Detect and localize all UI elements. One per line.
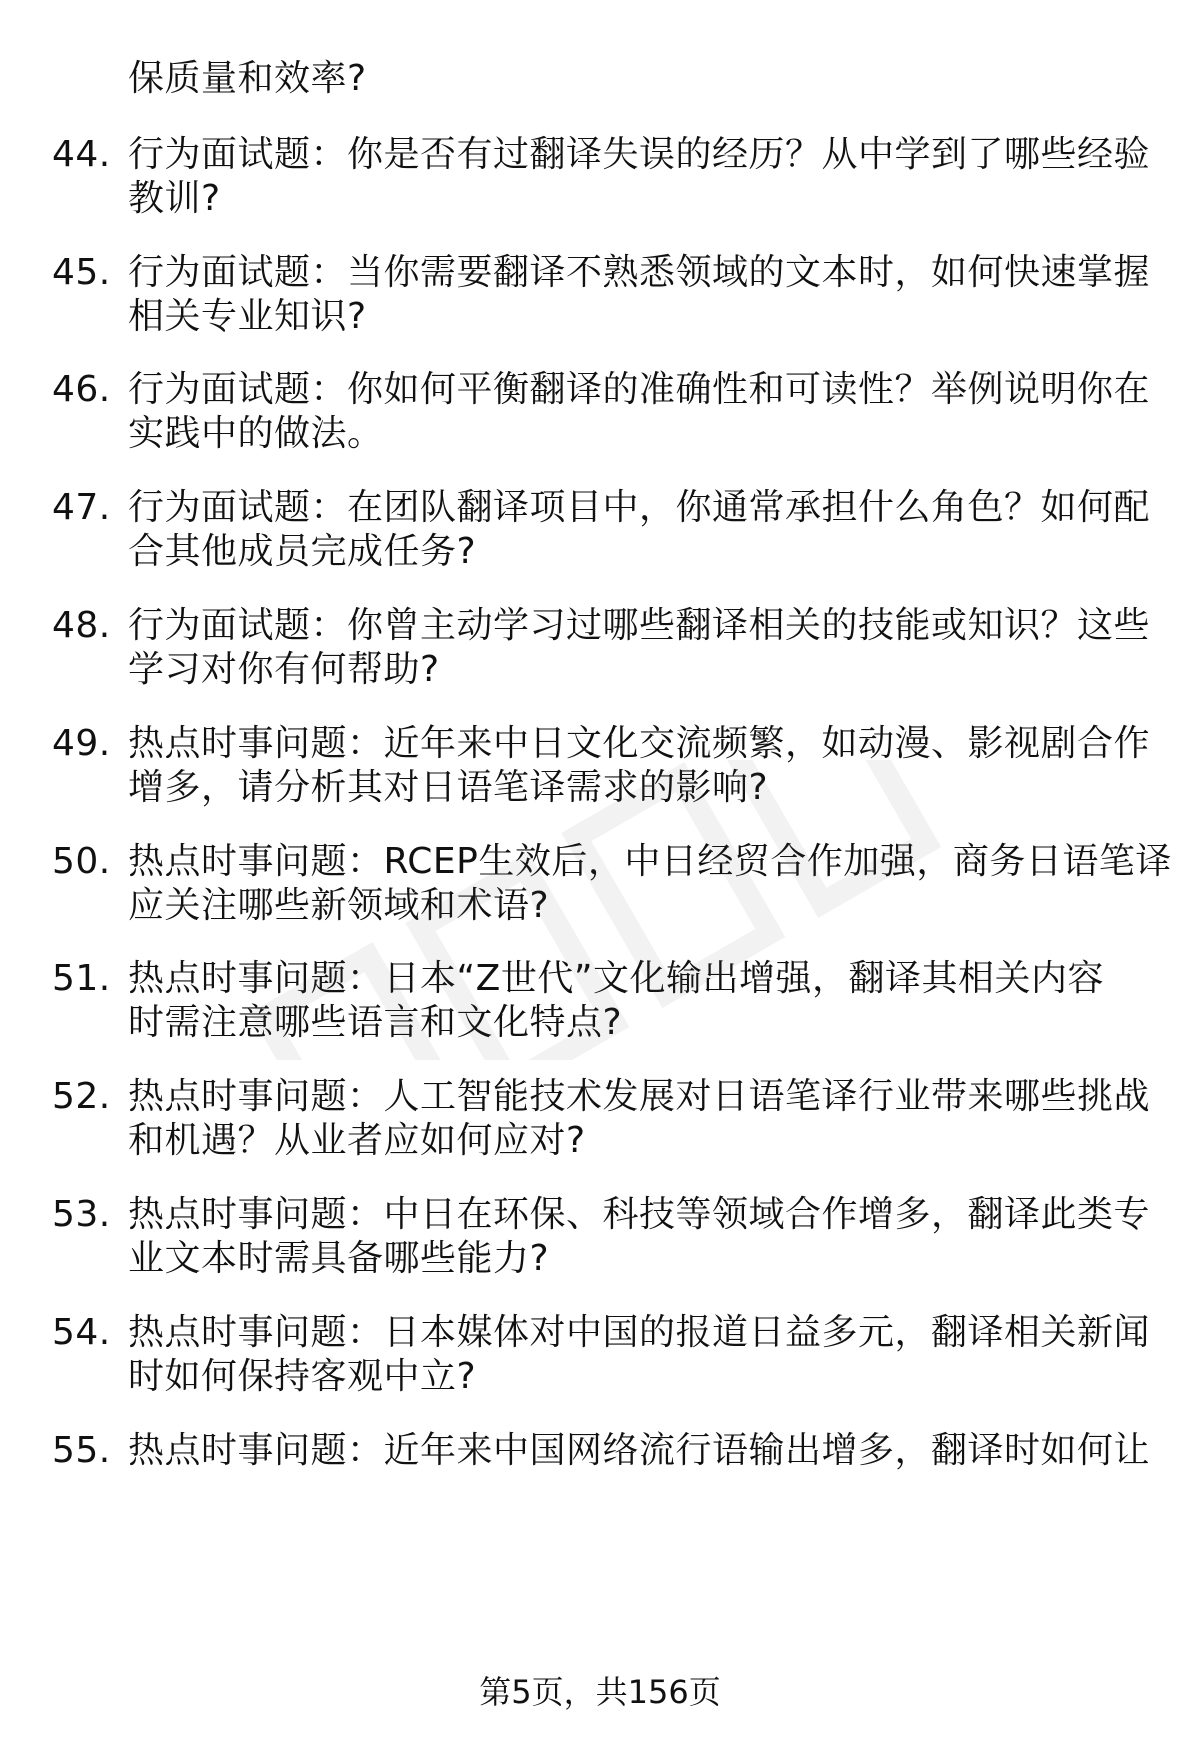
question-line-1: 热点时事问题：日本“Z世代”文化输出增强，翻译其相关内容	[128, 958, 1104, 999]
question-number: 52.	[52, 1076, 111, 1117]
question-line-2: 业文本时需具备哪些能力?	[128, 1238, 550, 1279]
question-line-2: 时需注意哪些语言和文化特点?	[128, 1002, 623, 1043]
question-line-1: 热点时事问题：近年来中日文化交流频繁，如动漫、影视剧合作	[128, 723, 1151, 764]
question-line-2: 时如何保持客观中立?	[128, 1356, 477, 1397]
question-line-1: 热点时事问题：人工智能技术发展对日语笔译行业带来哪些挑战	[128, 1076, 1151, 1117]
question-number: 50.	[52, 841, 111, 882]
question-line-2: 合其他成员完成任务?	[128, 531, 477, 572]
question-line-1: 行为面试题：你如何平衡翻译的准确性和可读性？举例说明你在	[128, 369, 1151, 410]
question-line-1: 行为面试题：在团队翻译项目中，你通常承担什么角色？如何配	[128, 487, 1151, 528]
question-line-2: 和机遇？从业者应如何应对?	[128, 1120, 586, 1161]
question-line-2: 增多，请分析其对日语笔译需求的影响?	[128, 767, 769, 808]
question-number: 55.	[52, 1430, 111, 1471]
question-number: 54.	[52, 1312, 111, 1353]
question-number: 53.	[52, 1194, 111, 1235]
question-number: 44.	[52, 134, 111, 175]
question-line-2: 学习对你有何帮助?	[128, 649, 440, 690]
question-line-2: 相关专业知识?	[128, 296, 367, 337]
question-number: 48.	[52, 605, 111, 646]
continuation-text: 保质量和效率?	[128, 58, 367, 99]
question-number: 51.	[52, 958, 111, 999]
question-number: 47.	[52, 487, 111, 528]
question-number: 49.	[52, 723, 111, 764]
question-line-2: 应关注哪些新领域和术语?	[128, 885, 550, 926]
question-line-1: 热点时事问题：RCEP生效后，中日经贸合作加强，商务日语笔译	[128, 841, 1172, 882]
page-footer: 第5页，共156页	[479, 1673, 721, 1711]
question-line-1: 热点时事问题：日本媒体对中国的报道日益多元，翻译相关新闻	[128, 1312, 1151, 1353]
question-number: 46.	[52, 369, 111, 410]
question-line-1: 行为面试题：当你需要翻译不熟悉领域的文本时，如何快速掌握	[128, 252, 1151, 293]
question-line-1: 热点时事问题：中日在环保、科技等领域合作增多，翻译此类专	[128, 1194, 1151, 1235]
question-line-1: 行为面试题：你是否有过翻译失误的经历？从中学到了哪些经验	[128, 134, 1151, 175]
question-line-2: 实践中的做法。	[128, 413, 384, 454]
question-line-1: 热点时事问题：近年来中国网络流行语输出增多，翻译时如何让	[128, 1430, 1151, 1471]
question-number: 45.	[52, 252, 111, 293]
question-line-2: 教训?	[128, 178, 221, 219]
question-line-1: 行为面试题：你曾主动学习过哪些翻译相关的技能或知识？这些	[128, 605, 1151, 646]
